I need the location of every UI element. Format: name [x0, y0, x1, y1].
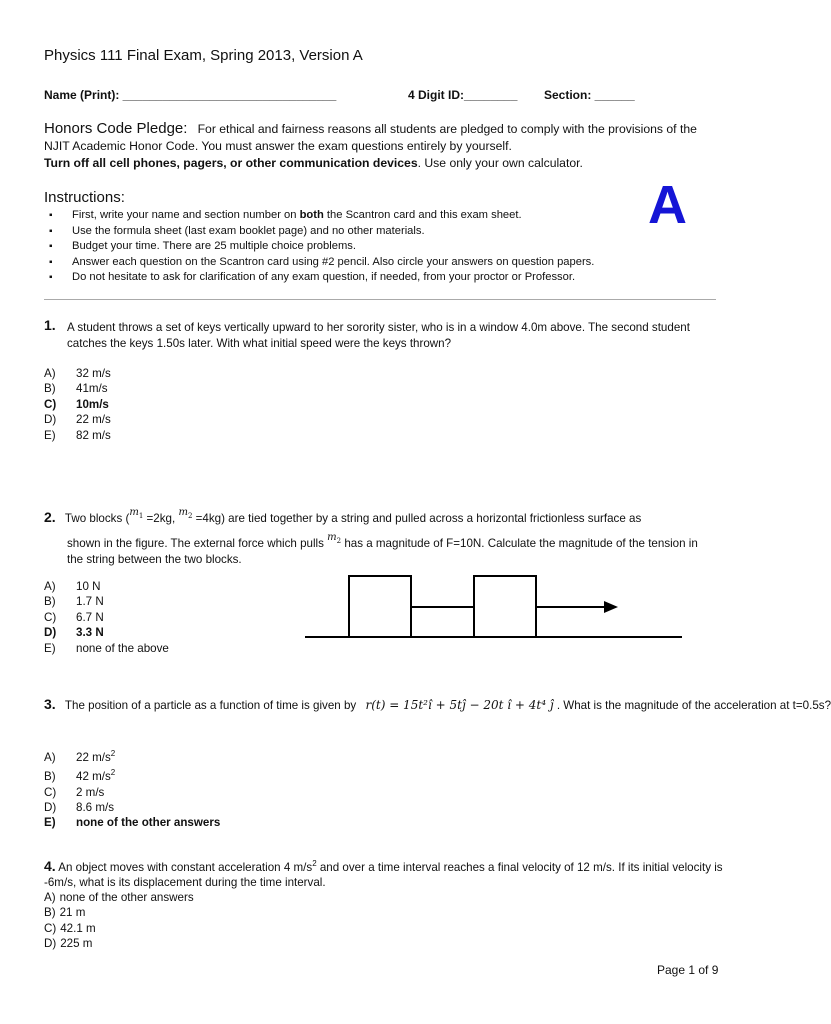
honor-code-pledge — [44, 120, 704, 172]
question-2: 2. Two blocks ($m_1 =2kg$, $m_2 =4kg$) are tied together by a string and pulled across a horizontal frictionless surface as — [44, 507, 642, 525]
pledge-text-end: . Use only your own calculator. — [417, 156, 583, 170]
page-number: Page 1 of 9 — [657, 963, 719, 977]
mass-variable-m2: $m_2$ — [178, 507, 193, 520]
option-item: C) 2 m/s — [44, 785, 105, 799]
question-3 — [44, 696, 831, 714]
option-item: A) 32 m/s — [44, 367, 111, 380]
exam-title: Physics 111 Final Exam, Spring 2013, Version A — [44, 47, 363, 64]
option-item: A) none of the other answers — [44, 891, 194, 904]
section-field-label: Section: ______ — [544, 88, 635, 102]
question-4-options — [44, 890, 194, 952]
pledge-text: For ethical and fairness reasons all students are pledged to comply with the provisions of the NJIT Academic Honor Code. You must answer the exam questions entirely by yourself. — [44, 122, 697, 153]
option-item: A) 22 $m/s^2$ — [44, 749, 116, 764]
instruction-item: ▪ Budget your time. There are 25 multiple choice problems. — [44, 239, 684, 255]
question-text: A student throws a set of keys vertically upward to her sorority sister, who is in a window 4.0m above. The second student catches the keys 1.50s later. With what initial speed were the keys thrown? — [67, 321, 690, 350]
instructions-heading: Instructions: — [44, 189, 125, 206]
question-number: 4. — [44, 857, 56, 874]
instruction-item: ▪ Do not hesitate to ask for clarification of any exam question, if needed, from your proctor or Professor. — [44, 270, 684, 286]
option-item-answer: C) 10m/s — [44, 397, 109, 411]
id-field-label: 4 Digit ID:________ — [408, 88, 518, 102]
question-text: The position of a particle as a function of time is given by — [64, 699, 357, 712]
question-number: 2. — [44, 509, 56, 525]
option-item: B) 42 $m/s^2$ — [44, 768, 116, 784]
mass-variable-m1: $m_1$ — [129, 507, 144, 520]
instruction-item: ▪ Use the formula sheet (last exam booklet page) and no other materials. — [44, 224, 684, 240]
option-item: A) 10 N — [44, 580, 101, 593]
option-item: E) none of the above — [44, 641, 169, 655]
version-letter: A — [648, 175, 687, 235]
instructions-list — [44, 208, 684, 286]
option-item: B) 1.7 N — [44, 595, 104, 609]
question-number: 3. — [44, 696, 56, 712]
question-2-text-continued: shown in the figure. The external force which pulls $m_2$ has a magnitude of F=10N. Calculate the magnitude of the tension in the string between the two blocks. — [67, 532, 698, 566]
option-item: B) 21 m — [44, 906, 86, 920]
option-item: E) 82 m/s — [44, 428, 111, 442]
name-field-label: Name (Print): ________________________________ — [44, 88, 337, 102]
block-m1 — [349, 576, 411, 637]
option-item: C) 6.7 N — [44, 610, 104, 624]
mass-variable-m2: $m_2$ — [327, 532, 342, 545]
question-number: 1. — [44, 317, 56, 333]
option-item: C) 42.1 m — [44, 921, 96, 935]
option-item: D) 8.6 m/s — [44, 800, 115, 814]
option-item-answer: E) none of the other answers — [44, 816, 221, 830]
option-item: B) 41m/s — [44, 382, 108, 396]
force-arrow-head — [604, 601, 618, 613]
question-text: . What is the magnitude of the acceleration at t=0.5s? — [556, 699, 831, 712]
option-item-answer: D) 3.3 N — [44, 626, 104, 640]
pledge-bold-text: Turn off all cell phones, pagers, or other communication devices — [44, 156, 418, 170]
two-blocks-figure — [300, 570, 690, 644]
divider — [44, 299, 716, 300]
option-item: D) 22 m/s — [44, 413, 111, 427]
question-1-options — [44, 366, 111, 443]
question-2-options — [44, 579, 169, 656]
option-item: D) 225 m — [44, 937, 93, 951]
position-formula: r(t) = 15t²î + 5tĵ − 20t î + 4t⁴ ĵ — [365, 698, 554, 712]
instruction-item: ▪ First, write your name and section number on both the Scantron card and this exam sheet. — [44, 208, 684, 224]
question-4: 4. An object moves with constant acceleration 4 $m/s^2$ and over a time interval reaches a final velocity of 12 m/s. If its initial velocity is -6m/s, what is its displacement during the time interval. — [44, 857, 723, 890]
question-3-options — [44, 746, 220, 831]
instruction-item: ▪ Answer each question on the Scantron card using #2 pencil. Also circle your answers on question papers. — [44, 255, 684, 271]
block-m2 — [474, 576, 536, 637]
question-1 — [44, 317, 714, 350]
pledge-heading: Honors Code Pledge: — [44, 120, 188, 137]
